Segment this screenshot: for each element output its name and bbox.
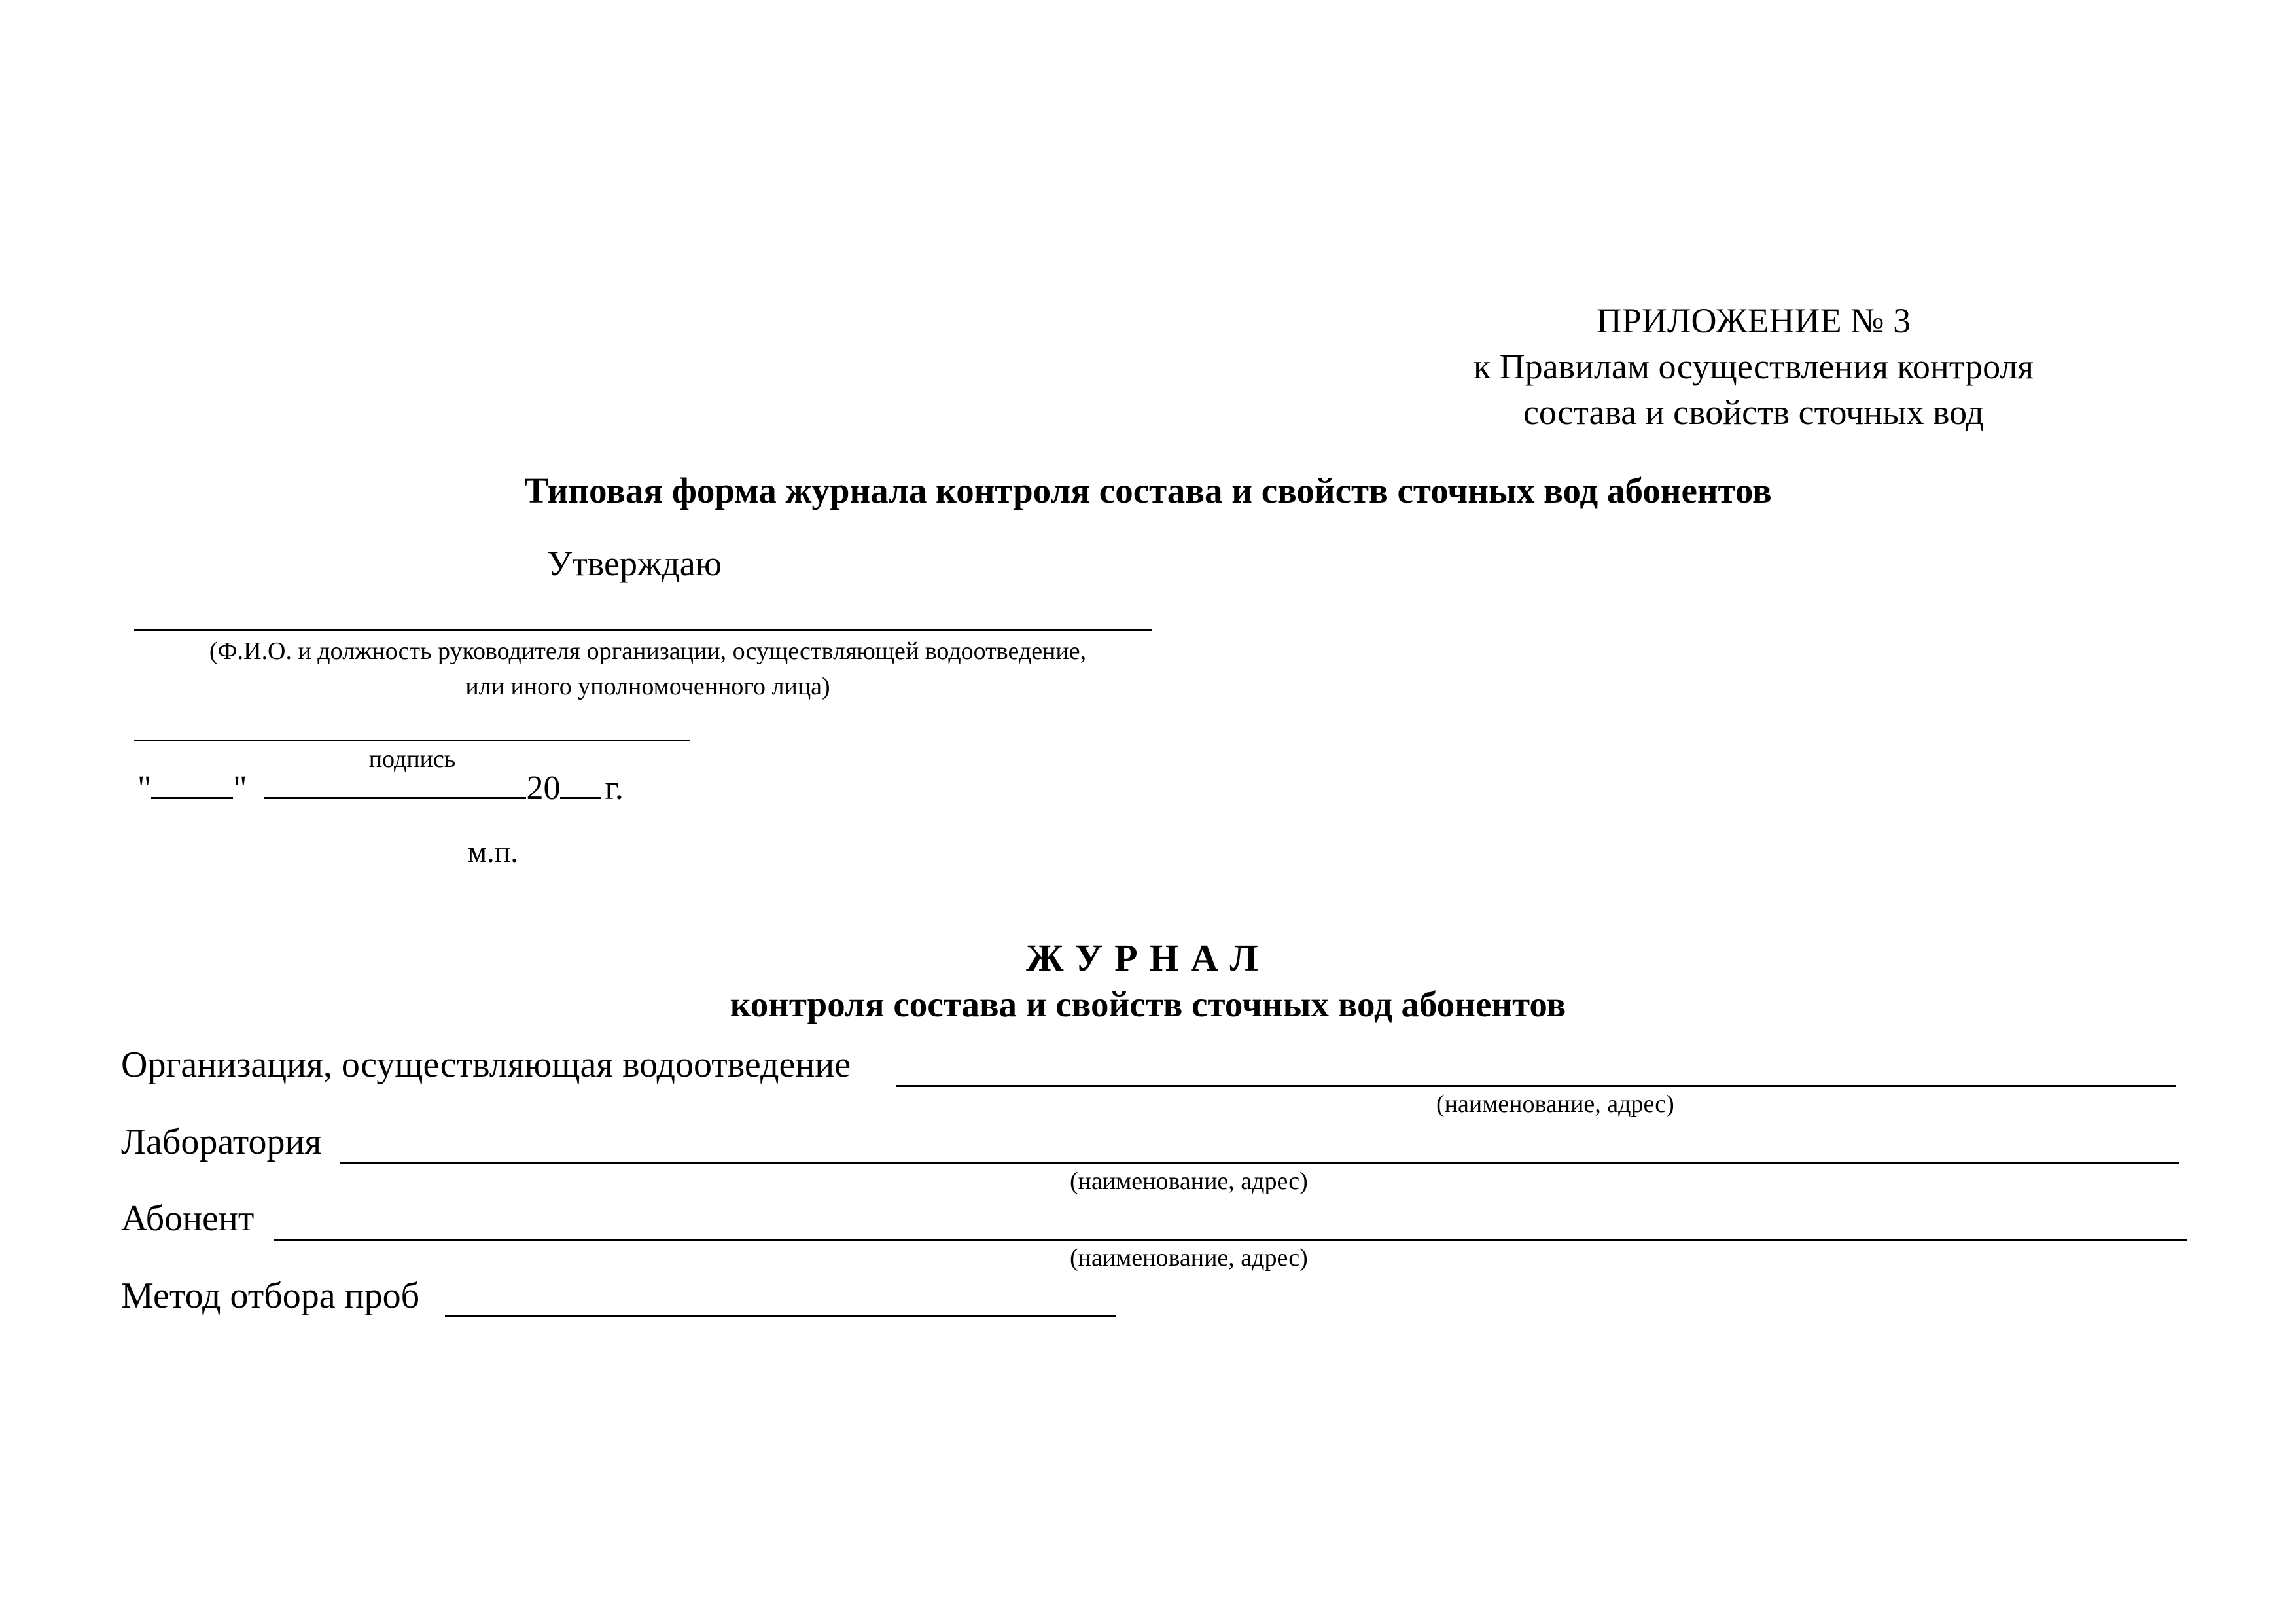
date-quote-open: " — [137, 770, 152, 807]
laboratory-line[interactable] — [340, 1162, 2179, 1164]
signature-caption: подпись — [368, 745, 456, 773]
date-day-blank[interactable] — [151, 771, 233, 799]
organization-line[interactable] — [896, 1085, 2176, 1087]
signature-line[interactable] — [134, 740, 690, 741]
laboratory-caption: (наименование, адрес) — [1070, 1168, 1308, 1195]
subscriber-line[interactable] — [274, 1239, 2187, 1241]
stamp-label: м.п. — [468, 835, 518, 868]
appendix-number: ПРИЛОЖЕНИЕ № 3 — [1596, 301, 1911, 340]
appendix-header — [1361, 298, 2146, 435]
laboratory-label: Лаборатория — [121, 1122, 322, 1162]
appendix-line-1: к Правилам осуществления контроля — [1473, 347, 2034, 386]
date-row — [137, 769, 624, 808]
sampling-label: Метод отбора проб — [121, 1275, 420, 1316]
fio-caption — [137, 633, 1158, 704]
subscriber-caption: (наименование, адрес) — [1070, 1244, 1308, 1272]
journal-title: ЖУРНАЛ — [1026, 936, 1270, 979]
date-year-prefix: 20 — [526, 770, 561, 807]
approve-label: Утверждаю — [547, 544, 722, 583]
appendix-line-2: состава и свойств сточных вод — [1523, 393, 1985, 432]
form-title: Типовая форма журнала контроля состава и свойств сточных вод абонентов — [524, 471, 1772, 510]
journal-subtitle: контроля состава и свойств сточных вод абонентов — [730, 984, 1566, 1024]
fio-caption-line-2: или иного уполномоченного лица) — [465, 673, 830, 700]
fio-line[interactable] — [134, 629, 1152, 631]
organization-label: Организация, осуществляющая водоотведение — [121, 1044, 851, 1085]
organization-caption: (наименование, адрес) — [1436, 1090, 1674, 1118]
date-year-blank[interactable] — [560, 771, 601, 799]
fio-caption-line-1: (Ф.И.О. и должность руководителя организации, осуществляющей водоотведение, — [209, 637, 1087, 665]
subscriber-label: Абонент — [121, 1198, 255, 1239]
date-month-blank[interactable] — [264, 771, 526, 799]
sampling-line[interactable] — [445, 1315, 1116, 1317]
date-quote-close: " — [233, 770, 247, 807]
date-year-suffix: г. — [605, 770, 624, 807]
